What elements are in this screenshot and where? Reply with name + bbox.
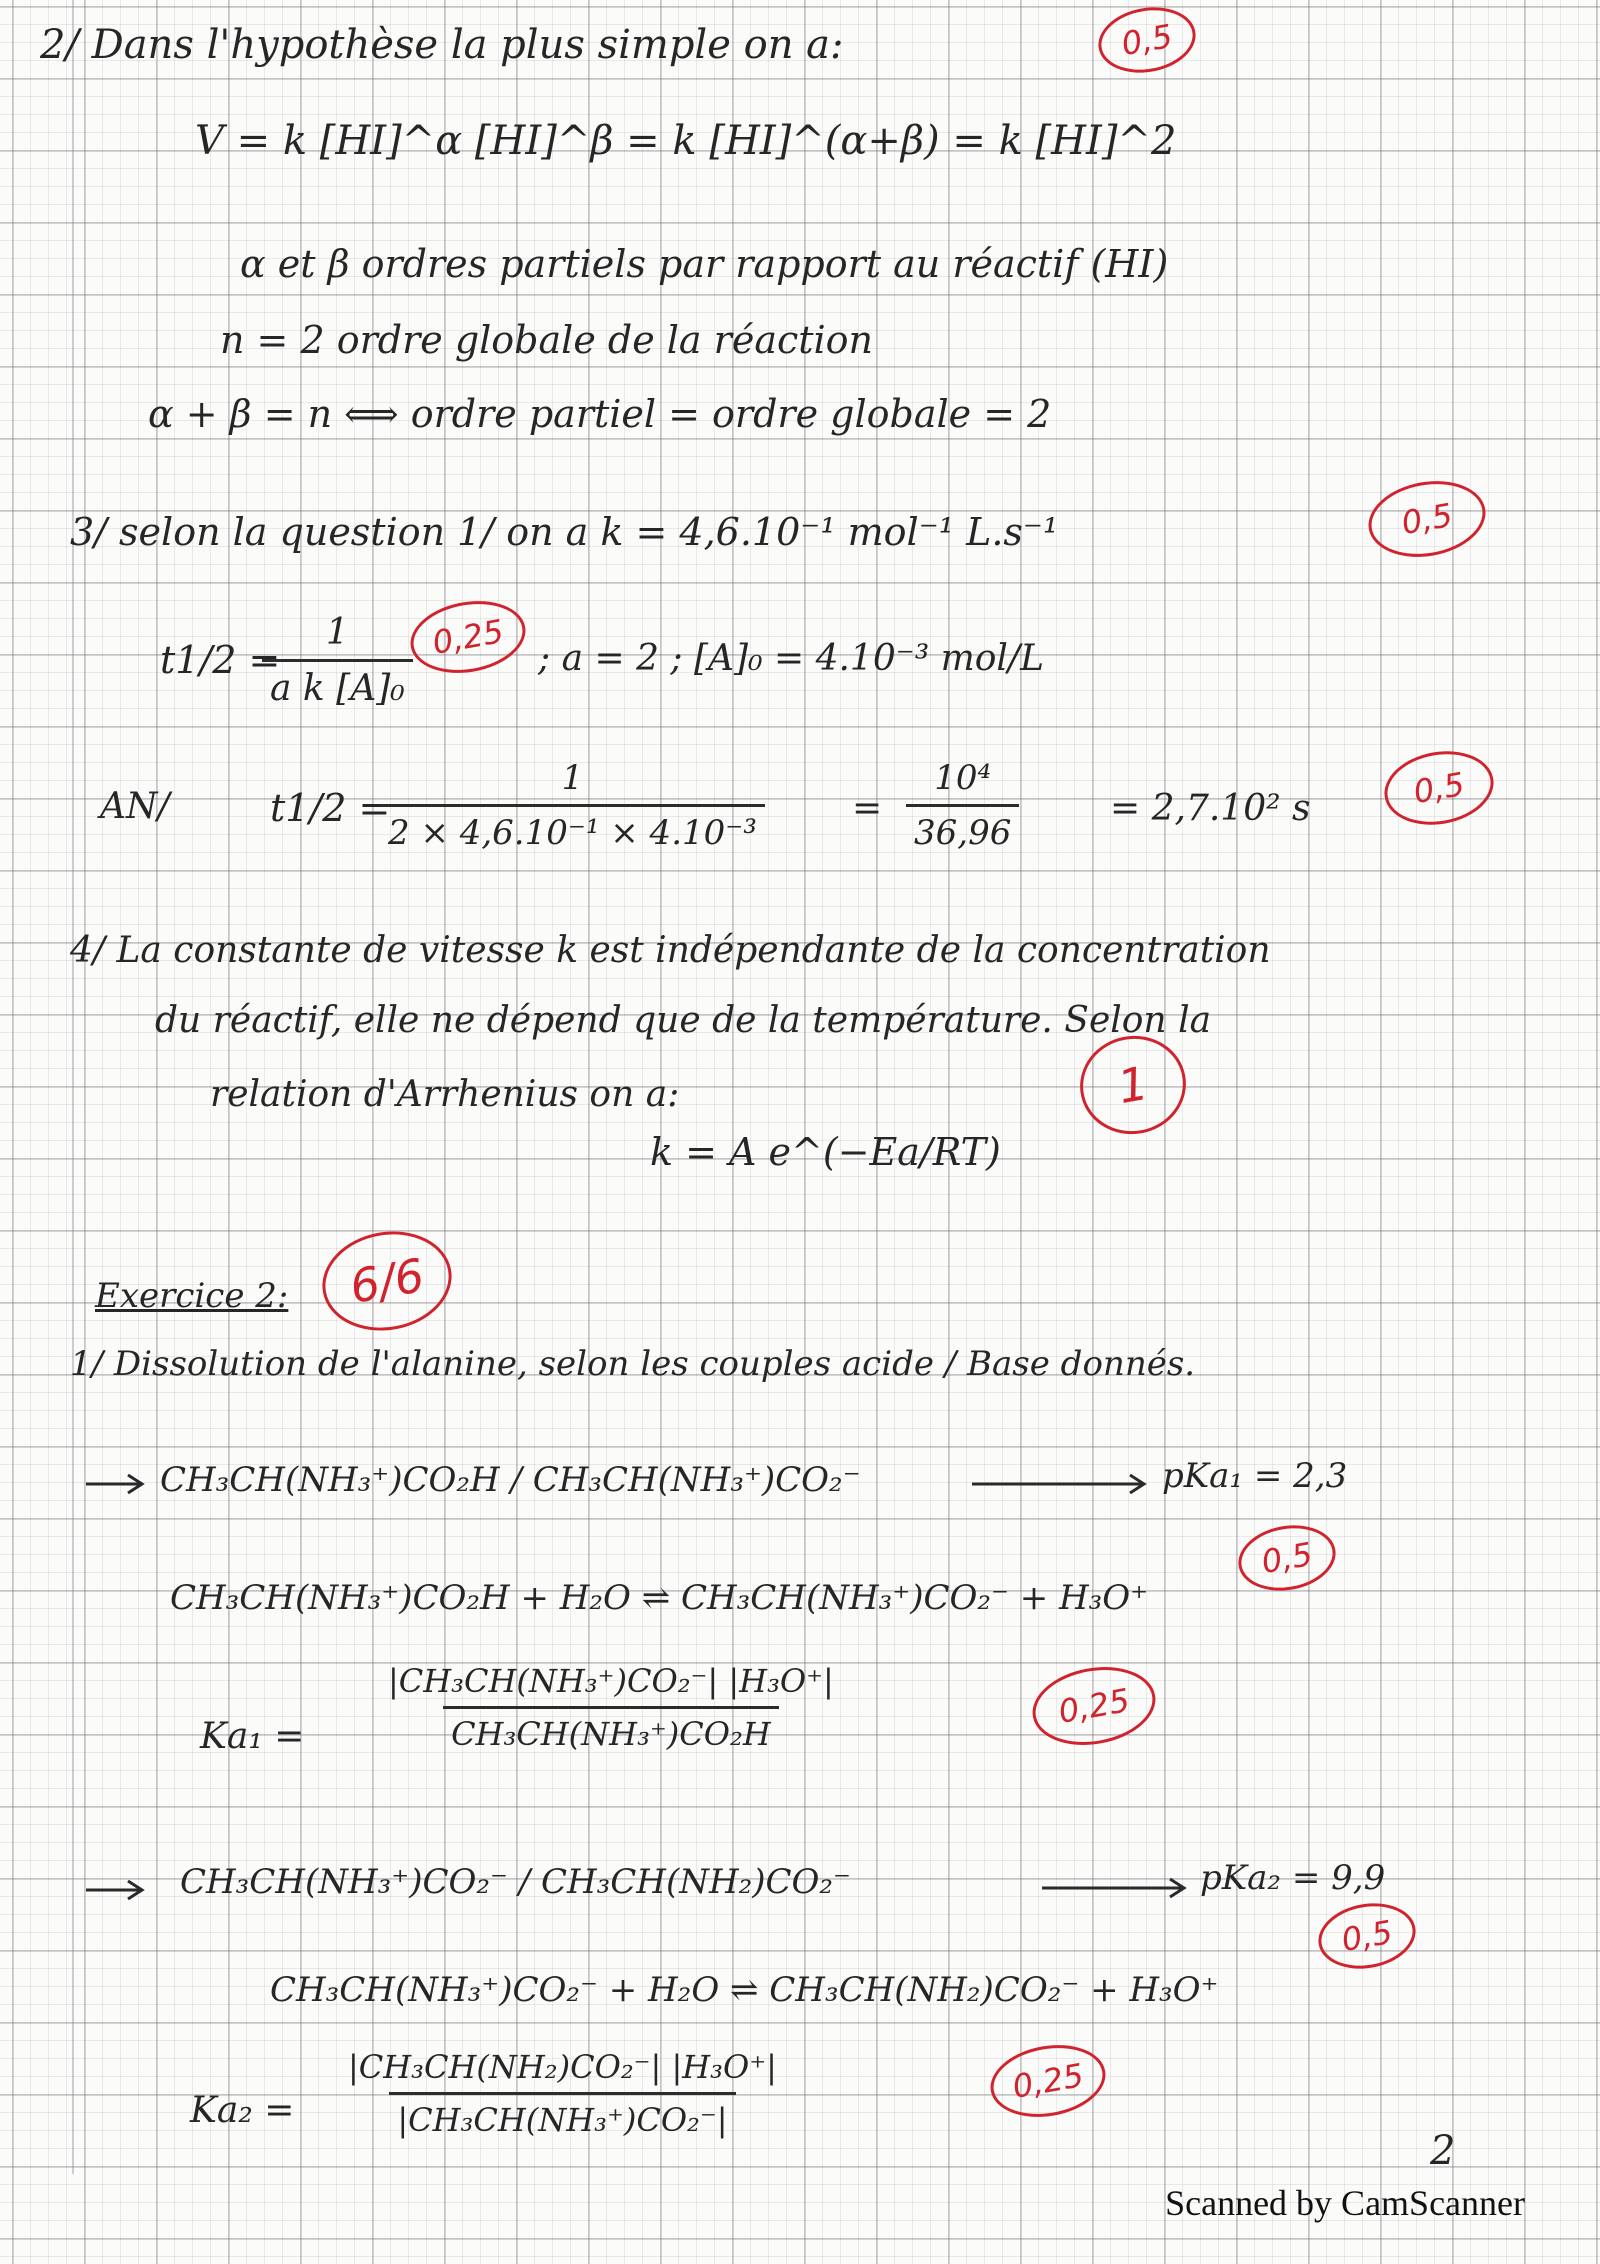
q3-grade-2: 0,25	[405, 592, 531, 681]
q4-line-3: relation d'Arrhenius on a:	[210, 1074, 680, 1115]
q3-grade-1: 0,5	[1362, 472, 1491, 565]
ex2-ka1-lhs: Ka₁ =	[200, 1716, 305, 1757]
ex2-grade-2: 0,25	[1026, 1658, 1161, 1754]
ex2-couple-1: CH₃CH(NH₃⁺)CO₂H / CH₃CH(NH₃⁺)CO₂⁻	[160, 1460, 861, 1500]
q3-an-denominator: 2 × 4,6.10⁻¹ × 4.10⁻³	[380, 804, 765, 853]
ex2-ka2-fraction	[340, 2048, 785, 2139]
q3-line-1: 3/ selon la question 1/ on a k = 4,6.10⁻¹ mol⁻¹ L.s⁻¹	[70, 510, 1059, 554]
ex2-reaction-2: CH₃CH(NH₃⁺)CO₂⁻ + H₂O ⇌ CH₃CH(NH₂)CO₂⁻ + H₃O⁺	[270, 1970, 1219, 2010]
q3-an-fraction-2	[906, 758, 1019, 853]
arrow-right-icon	[84, 1878, 148, 1902]
arrow-right-icon	[1040, 1876, 1190, 1900]
q3-an-lhs: t1/2 =	[270, 786, 391, 830]
ex2-ka1-fraction	[380, 1662, 842, 1753]
ex2-ka1-denominator: CH₃CH(NH₃⁺)CO₂H	[443, 1706, 779, 1753]
q4-arrhenius-formula: k = A e^(−Ea/RT)	[650, 1130, 1001, 1174]
ex2-line-1: 1/ Dissolution de l'alanine, selon les couples acide / Base donnés.	[70, 1344, 1196, 1384]
arrow-right-icon	[970, 1472, 1150, 1496]
q4-line-2: du réactif, elle ne dépend que de la température. Selon la	[155, 1000, 1212, 1041]
q3-an-fraction	[380, 758, 765, 853]
q2-line-4: n = 2 ordre globale de la réaction	[220, 318, 874, 362]
q3-an-denominator-2: 36,96	[906, 804, 1019, 853]
q3-parameters: ; a = 2 ; [A]₀ = 4.10⁻³ mol/L	[538, 638, 1044, 679]
ex2-ka2-denominator: |CH₃CH(NH₃⁺)CO₂⁻|	[389, 2092, 735, 2139]
exercise-2-grade: 6/6	[314, 1221, 459, 1340]
q3-half-life-numerator: 1	[325, 612, 349, 653]
ex2-grade-3: 0,5	[1313, 1896, 1421, 1976]
ex2-couple-2: CH₃CH(NH₃⁺)CO₂⁻ / CH₃CH(NH₂)CO₂⁻	[180, 1862, 851, 1902]
exercise-2-title: Exercice 2:	[95, 1276, 289, 1316]
margin-line	[72, 0, 74, 2174]
q3-an-numerator: 1	[561, 758, 584, 798]
q3-grade-3: 0,5	[1379, 743, 1500, 833]
ex2-pka1: pKa₁ = 2,3	[1162, 1456, 1348, 1496]
ex2-ka2-numerator: |CH₃CH(NH₂)CO₂⁻| |H₃O⁺|	[348, 2048, 777, 2086]
q3-an-numerator-2: 10⁴	[934, 758, 992, 798]
q4-grade: 1	[1072, 1028, 1193, 1143]
ex2-pka2: pKa₂ = 9,9	[1200, 1858, 1386, 1898]
q2-rate-law: V = k [HI]^α [HI]^β = k [HI]^(α+β) = k [HI]^2	[195, 118, 1177, 164]
q2-line-3: α et β ordres partiels par rapport au réactif (HI)	[240, 242, 1169, 286]
q2-line-5: α + β = n ⟺ ordre partiel = ordre globale = 2	[148, 392, 1052, 436]
q2-grade: 0,5	[1093, 0, 1201, 80]
page-number: 2	[1430, 2128, 1456, 2174]
q3-an-result: = 2,7.10² s	[1110, 788, 1311, 829]
q3-half-life-fraction	[262, 612, 413, 709]
ex2-reaction-1: CH₃CH(NH₃⁺)CO₂H + H₂O ⇌ CH₃CH(NH₃⁺)CO₂⁻ + H₃O⁺	[170, 1578, 1149, 1618]
ex2-grade-1: 0,5	[1233, 1518, 1341, 1598]
q2-line-1: 2/ Dans l'hypothèse la plus simple on a:	[40, 22, 844, 68]
q3-half-life-lhs: t1/2 =	[160, 638, 281, 682]
ex2-ka1-numerator: |CH₃CH(NH₃⁺)CO₂⁻| |H₃O⁺|	[388, 1662, 834, 1700]
scanner-watermark: Scanned by CamScanner	[1165, 2183, 1525, 2223]
ex2-ka2-lhs: Ka₂ =	[190, 2090, 295, 2131]
arrow-right-icon	[84, 1472, 148, 1496]
q3-half-life-denominator: a k [A]₀	[262, 659, 413, 709]
q3-an-equals: =	[852, 788, 883, 829]
q3-an-label: AN/	[100, 786, 170, 827]
ex2-grade-4: 0,25	[985, 2036, 1111, 2125]
q4-line-1: 4/ La constante de vitesse k est indépendante de la concentration	[70, 930, 1271, 971]
